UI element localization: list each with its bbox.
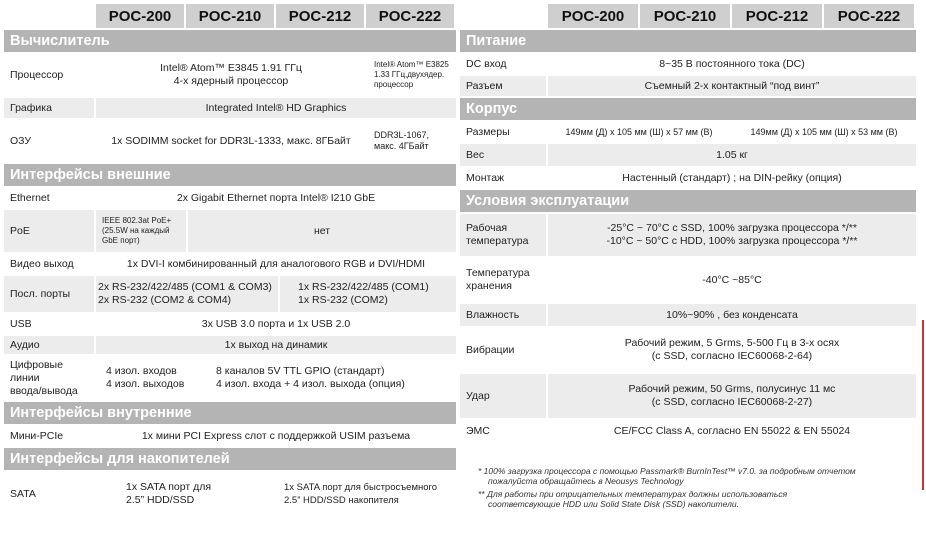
section-compute: Вычислитель	[4, 30, 456, 52]
edge-marker	[922, 320, 924, 490]
row-mounting: Монтаж Настенный (стандарт) ; на DIN-рейку (опция)	[460, 168, 916, 188]
section-storage: Интерфейсы для накопителей	[4, 448, 456, 470]
footnote-2: ** Для работы при отрицательных температурах должны использоваться соответсвующие HDD или Solid State Disk (SSD) накопители.	[478, 489, 788, 509]
model-poc-212-r: POC-212	[732, 4, 822, 28]
row-ram: ОЗУ 1x SODIMM socket for DDR3L-1333, макс. 8ГБайт DDR3L-1067, макс. 4ГБайт	[4, 120, 456, 162]
row-poe: PoE IEEE 802.3at PoE+ (25.5W на каждый GbE порт) нет	[4, 210, 456, 252]
footnote-1: * 100% загрузка процессора с помощью Passmark® BurnInTest™ v7.0. за подробным отчетом пожалуйста обращайтесь в Neousys Technology	[478, 466, 856, 486]
row-humidity: Влажность 10%~90% , без конденсата	[460, 304, 916, 326]
row-usb: USB 3x USB 3.0 порта и 1x USB 2.0	[4, 314, 456, 334]
model-header-left	[4, 4, 456, 28]
row-cpu: Процессор Intel® Atom™ E3845 1.91 ГГц 4-х ядерный процессор Intel® Atom™ E3825 1.33 ГГц,двухядер. процессор	[4, 54, 456, 96]
model-poc-200-r: POC-200	[548, 4, 638, 28]
row-vibration: Вибрации Рабочий режим, 5 Grms, 5-500 Гц в 3-х осях (с SSD, согласно IEC60068-2-64)	[460, 328, 916, 372]
section-external: Интерфейсы внешние	[4, 164, 456, 186]
row-dc-input: DC вход 8~35 В постоянного тока (DC)	[460, 54, 916, 74]
footnotes	[476, 466, 916, 512]
row-mini-pcie: Мини-PCIe 1x мини PCI Express слот с поддержкой USIM разъема	[4, 426, 456, 446]
left-spec-table	[4, 4, 456, 518]
row-connector: Разъем Съемный 2-х контактный “под винт”	[460, 76, 916, 96]
row-audio: Аудио 1x выход на динамик	[4, 336, 456, 354]
row-emc: ЭМС CE/FCC Class A, согласно EN 55022 & EN 55024	[460, 420, 916, 442]
section-internal: Интерфейсы внутренние	[4, 402, 456, 424]
row-shock: Удар Рабочий режим, 50 Grms, полусинус 11 мс (с SSD, согласно IEC60068-2-27)	[460, 374, 916, 418]
model-poc-210-r: POC-210	[640, 4, 730, 28]
model-poc-222: POC-222	[366, 4, 454, 28]
section-environment: Условия эксплуатации	[460, 190, 916, 212]
model-poc-210: POC-210	[186, 4, 274, 28]
model-poc-222-r: POC-222	[824, 4, 914, 28]
row-operating-temp: Рабочая температура -25°C ~ 70°C с SSD, 100% загрузка процессора */** -10°C ~ 50°C с HDD, 100% загрузка процессора */**	[460, 214, 916, 256]
model-header-right	[460, 4, 916, 28]
row-video: Видео выход 1x DVI-I комбинированный для аналогового RGB и DVI/HDMI	[4, 254, 456, 274]
section-chassis: Корпус	[460, 98, 916, 120]
row-serial: Посл. порты 2x RS-232/422/485 (COM1 & COM3) 2x RS-232 (COM2 & COM4) 1x RS-232/422/485 (COM1) 1x RS-232 (COM2)	[4, 276, 456, 312]
row-storage-temp: Температура хранения -40°C ~85°C	[460, 258, 916, 302]
right-spec-table	[460, 4, 916, 444]
row-sata: SATA 1x SATA порт для 2.5” HDD/SSD 1x SATA порт для быстросъемного 2.5” HDD/SSD накопителя	[4, 472, 456, 516]
row-graphics: Графика Integrated Intel® HD Graphics	[4, 98, 456, 118]
row-ethernet: Ethernet 2x Gigabit Ethernet порта Intel® I210 GbE	[4, 188, 456, 208]
row-dimensions: Размеры 149мм (Д) x 105 мм (Ш) x 57 мм (В) 149мм (Д) x 105 мм (Ш) x 53 мм (В)	[460, 122, 916, 142]
row-dio: Цифровые линии ввода/вывода 4 изол. входов 4 изол. выходов 8 каналов 5V TTL GPIO (стандарт) 4 изол. входа + 4 изол. выхода (опция)	[4, 356, 456, 400]
model-poc-200: POC-200	[96, 4, 184, 28]
section-power: Питание	[460, 30, 916, 52]
model-poc-212: POC-212	[276, 4, 364, 28]
row-weight: Вес 1.05 кг	[460, 144, 916, 166]
